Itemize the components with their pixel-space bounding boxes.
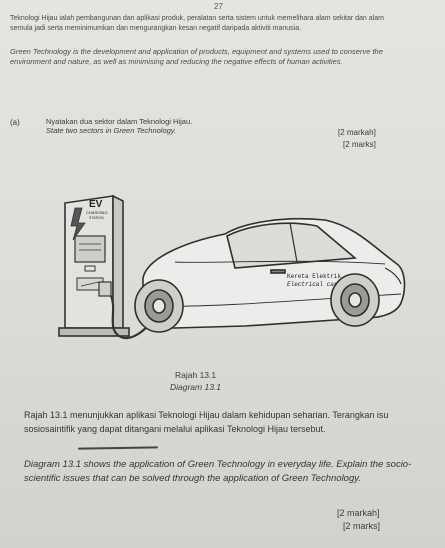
question-a-english: State two sectors in Green Technology. — [46, 126, 177, 135]
electric-car — [135, 219, 404, 332]
question-a-malay: Nyatakan dua sektor dalam Teknologi Hijau. — [46, 117, 193, 126]
station-label: EV — [89, 199, 103, 210]
question-b-english: Diagram 13.1 shows the application of Green Technology in everyday life. Explain the socio-scientific issues that can be solved through the application of Green Technology. — [24, 459, 412, 484]
question-a-marks-malay: [2 markah] — [338, 128, 376, 137]
figure-caption-english: Diagram 13.1 — [170, 382, 222, 392]
question-b-marks-english: [2 marks] — [343, 521, 381, 531]
question-a-label: (a) — [10, 118, 20, 127]
station-sublabel-1: CHARGING — [86, 210, 108, 215]
question-b-marks-malay: [2 markah] — [337, 508, 380, 518]
question-a-marks-english: [2 marks] — [343, 140, 376, 149]
ev-charging-illustration — [55, 178, 415, 368]
car-label-english: Electrical car — [287, 281, 338, 288]
question-b-malay: Rajah 13.1 menunjukkan aplikasi Teknologi Hijau dalam kehidupan seharian. Terangkan isu sosiosaintifik yang dapat ditangani melalui aplikasi Teknologi Hijau tersebut. — [24, 410, 389, 434]
car-label-malay: Kereta Elektrik — [287, 273, 342, 280]
pen-underline — [78, 446, 158, 449]
page-number: 27 — [214, 2, 223, 11]
station-sublabel-2: STATION — [89, 216, 104, 220]
intro-malay: Teknologi Hijau ialah pembangunan dan aplikasi produk, peralatan serta sistem untuk memelihara alam sekitar dan alam semula jadi serta meminimumkan dan mengurangkan kesan negatif daripada aktiviti manusia. — [10, 15, 384, 32]
figure-caption-malay: Rajah 13.1 — [175, 370, 217, 380]
intro-english: Green Technology is the development and application of products, equipment and systems used to conserve the environment and nature, as well as minimising and reducing the negative effects of human activities. — [10, 47, 383, 66]
